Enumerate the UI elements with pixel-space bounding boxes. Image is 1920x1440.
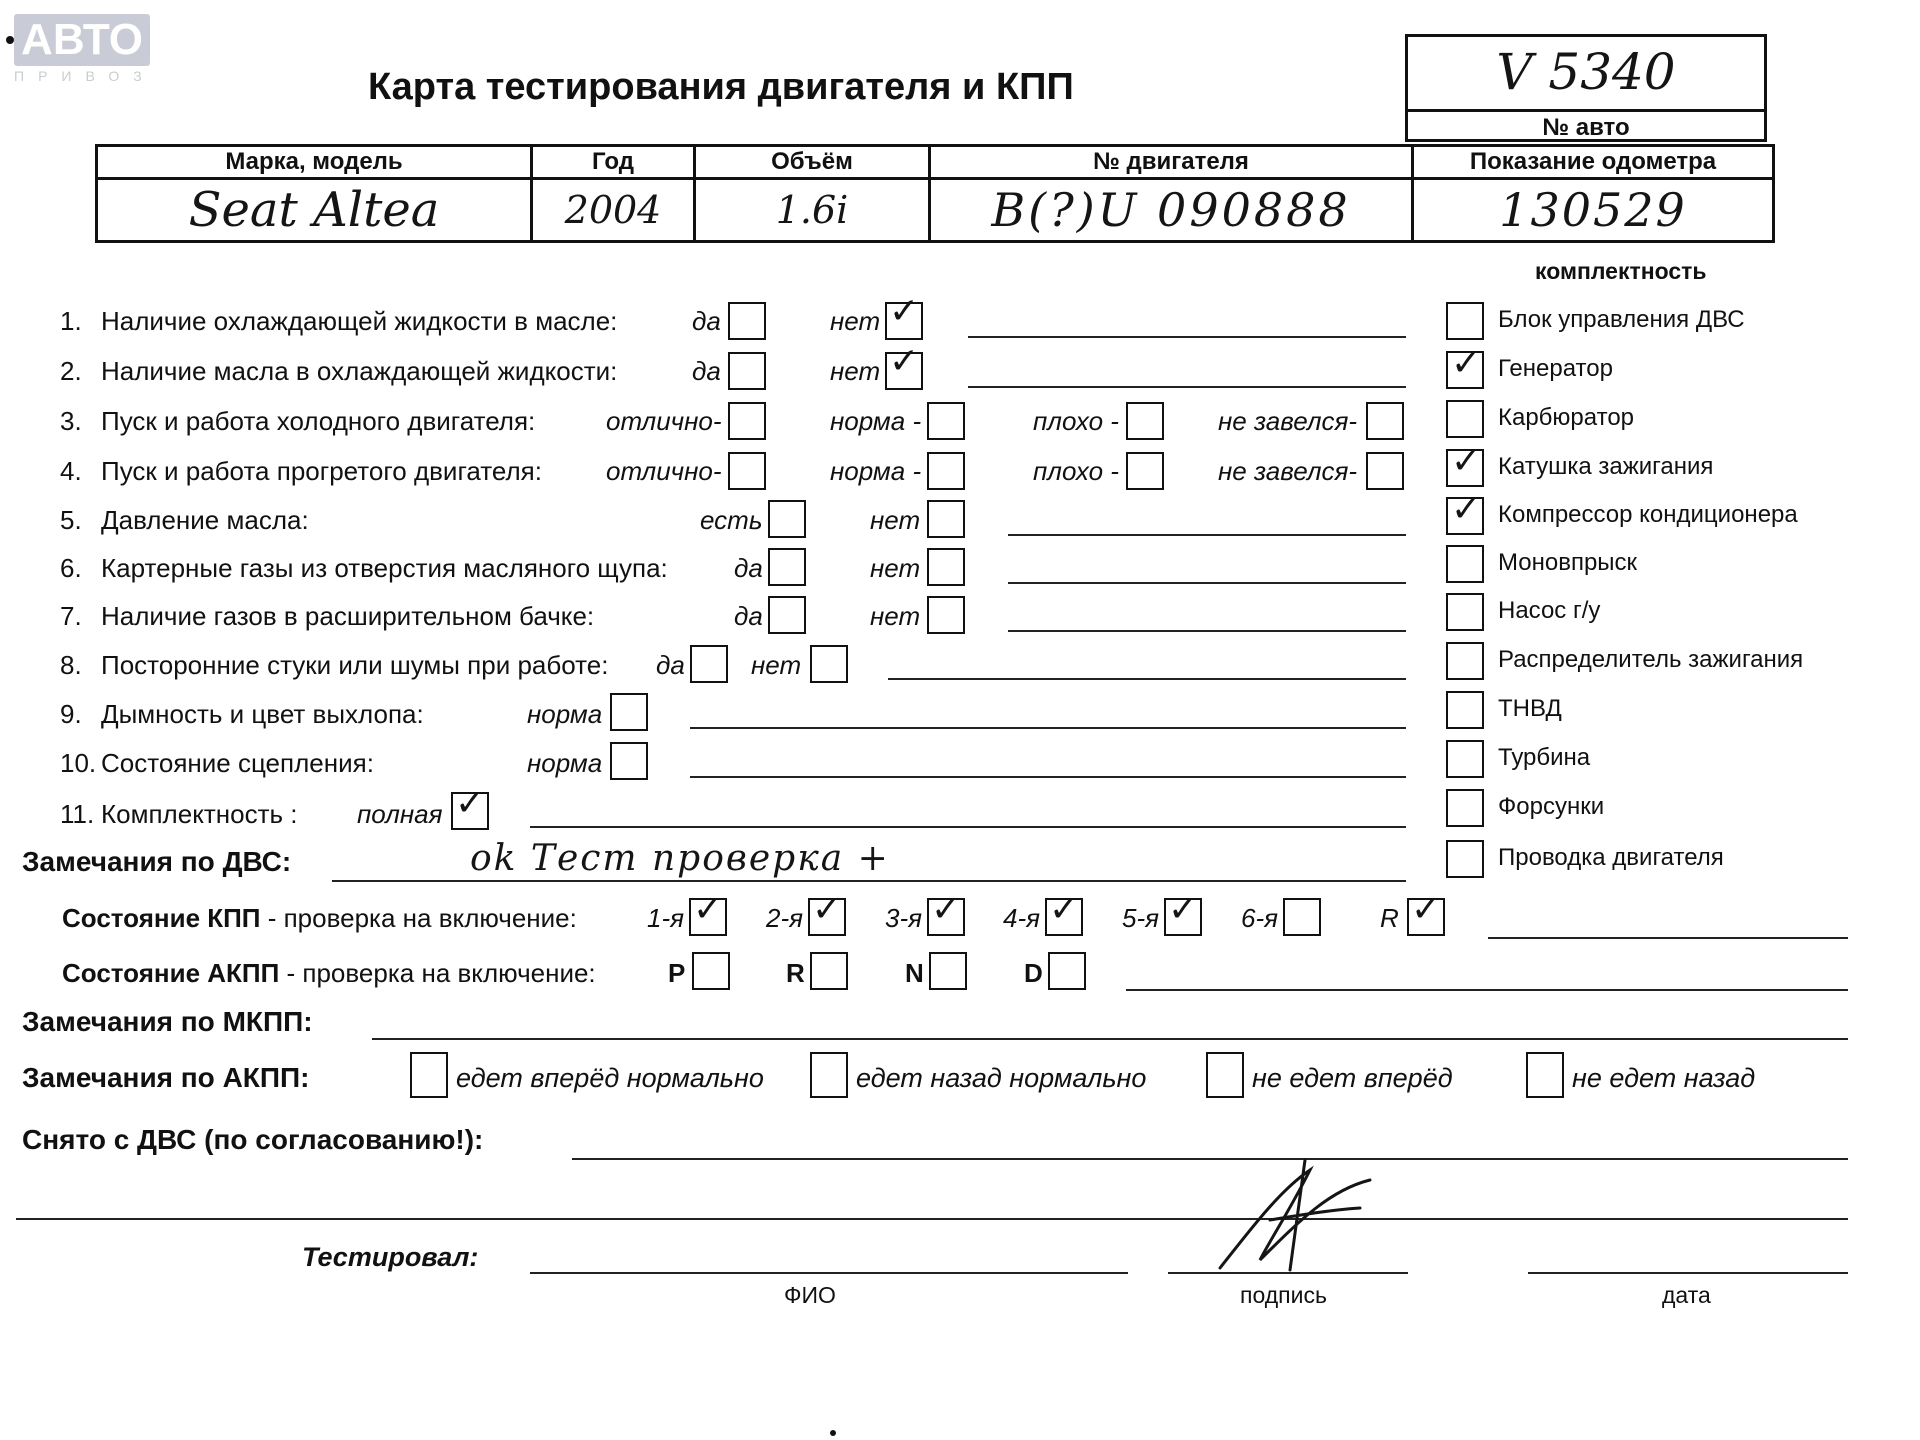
akpp-mode-checkbox[interactable]: [929, 952, 967, 990]
signature-label: подпись: [1240, 1282, 1327, 1308]
option-label: нет: [830, 356, 881, 386]
completeness-title: комплектность: [1535, 258, 1707, 284]
checkbox[interactable]: [610, 742, 648, 780]
option-label: норма -: [830, 406, 922, 436]
note-line: [530, 826, 1406, 828]
year-header: Год: [532, 146, 695, 179]
option-label: да: [656, 650, 685, 680]
make-model-value: Seat Altea: [97, 179, 532, 242]
year-value: 2004: [532, 179, 695, 242]
signature-scribble: [1210, 1150, 1380, 1280]
check-mark: ✓: [1049, 889, 1080, 930]
fio-label: ФИО: [784, 1282, 836, 1308]
completeness-item-label: Катушка зажигания: [1498, 453, 1714, 480]
item-number: 5.: [60, 505, 82, 535]
akpp-mode-label: N: [905, 958, 924, 988]
car-number-label: № авто: [1542, 114, 1630, 141]
watermark-logo: [14, 14, 156, 84]
car-number-value: V 5340: [1496, 43, 1676, 101]
item-text: Комплектность :: [101, 799, 298, 829]
note-line: [690, 776, 1406, 778]
akpp-mode-label: R: [786, 958, 805, 988]
option-label: отлично-: [606, 456, 722, 486]
option-label: нет: [870, 505, 921, 535]
kpp-label-rest: - проверка на включение:: [260, 903, 577, 933]
completeness-checkbox[interactable]: [1446, 642, 1484, 680]
kpp-note-line: [1488, 937, 1848, 939]
gear-checkbox[interactable]: [1283, 898, 1321, 936]
engine-number-value: B(?)U 090888: [930, 179, 1413, 242]
note-line: [1008, 630, 1406, 632]
note-line: [690, 727, 1406, 729]
option-label: не завелся-: [1218, 406, 1358, 436]
completeness-item-label: Турбина: [1498, 744, 1591, 771]
completeness-checkbox[interactable]: [1446, 740, 1484, 778]
item-text: Состояние сцепления:: [101, 748, 374, 778]
item-text: Давление масла:: [101, 505, 309, 535]
scan-speck: [6, 36, 14, 44]
akpp-mode-checkbox[interactable]: [810, 952, 848, 990]
note-line: [1008, 582, 1406, 584]
scan-speck: [830, 1430, 836, 1436]
option-label: не завелся-: [1218, 456, 1358, 486]
check-mark: ✓: [693, 889, 724, 930]
item-text: Посторонние стуки или шумы при работе:: [101, 650, 609, 680]
completeness-item-label: Насос г/у: [1498, 597, 1601, 624]
completeness-item-label: Компрессор кондиционера: [1498, 501, 1798, 528]
item-text: Пуск и работа холодного двигателя:: [101, 406, 536, 436]
checkbox[interactable]: [728, 402, 766, 440]
akpp-remark-option-label: не едет вперёд: [1252, 1063, 1453, 1093]
removed-line-2[interactable]: [16, 1218, 1848, 1220]
option-label: полная: [357, 799, 443, 829]
removed-label: Снято с ДВС (по согласованию!):: [22, 1124, 484, 1155]
item-text: Картерные газы из отверстия масляного щупа:: [101, 553, 668, 583]
fio-line[interactable]: [530, 1272, 1128, 1274]
gear-label: 5-я: [1122, 903, 1160, 933]
checkbox[interactable]: [927, 596, 965, 634]
checkbox[interactable]: [690, 645, 728, 683]
completeness-item-label: Проводка двигателя: [1498, 844, 1724, 871]
check-mark: ✓: [455, 783, 486, 824]
item-number: 7.: [60, 601, 82, 631]
option-label: есть: [700, 505, 763, 535]
watermark-sub-text: ПРИВОЗ: [14, 68, 156, 84]
checkbox[interactable]: [728, 302, 766, 340]
item-number: 4.: [60, 456, 82, 486]
volume-value: 1.6i: [695, 179, 930, 242]
akpp-remark-option-label: едет назад нормально: [856, 1063, 1147, 1093]
checkbox[interactable]: [1126, 452, 1164, 490]
option-label: нет: [751, 650, 802, 680]
completeness-checkbox[interactable]: [1446, 840, 1484, 878]
check-mark: ✓: [812, 889, 843, 930]
note-line: [968, 336, 1406, 338]
gear-label: 3-я: [885, 903, 923, 933]
page-title: Карта тестирования двигателя и КПП: [368, 66, 1074, 108]
option-label: да: [734, 601, 763, 631]
completeness-checkbox[interactable]: [1446, 400, 1484, 438]
checkbox[interactable]: [1126, 402, 1164, 440]
date-label: дата: [1662, 1282, 1711, 1308]
dvs-remarks-label: Замечания по ДВС:: [22, 846, 292, 877]
note-line: [888, 678, 1406, 680]
completeness-item-label: ТНВД: [1498, 695, 1562, 722]
item-text: Пуск и работа прогретого двигателя:: [101, 456, 542, 486]
item-number: 11.: [60, 799, 95, 829]
vehicle-info-table: [95, 144, 1775, 243]
completeness-checkbox[interactable]: [1446, 302, 1484, 340]
car-number-box: [1405, 34, 1767, 142]
check-mark: ✓: [1451, 343, 1482, 384]
engine-number-header: № двигателя: [930, 146, 1413, 179]
item-number: 6.: [60, 553, 82, 583]
volume-header: Объём: [695, 146, 930, 179]
option-label: да: [734, 553, 763, 583]
check-mark: ✓: [1168, 889, 1199, 930]
item-text: Дымность и цвет выхлопа:: [101, 699, 424, 729]
mkpp-remarks-line[interactable]: [372, 1038, 1848, 1040]
completeness-item-label: Моновпрыск: [1498, 549, 1638, 576]
akpp-mode-checkbox[interactable]: [1048, 952, 1086, 990]
item-text: Наличие охлаждающей жидкости в масле:: [101, 306, 618, 336]
dvs-remarks-line[interactable]: [332, 880, 1406, 882]
option-label: норма: [527, 748, 603, 778]
akpp-remark-option-label: едет вперёд нормально: [456, 1063, 764, 1093]
odometer-value: 130529: [1413, 179, 1774, 242]
check-mark: ✓: [931, 889, 962, 930]
akpp-mode-label: P: [668, 958, 686, 988]
akpp-remark-checkbox[interactable]: [1206, 1052, 1244, 1098]
gear-label: R: [1380, 903, 1399, 933]
item-text: Наличие масла в охлаждающей жидкости:: [101, 356, 618, 386]
make-model-header: Марка, модель: [97, 146, 532, 179]
check-mark: ✓: [1451, 489, 1482, 530]
completeness-checkbox[interactable]: [1446, 593, 1484, 631]
option-label: нет: [870, 601, 921, 631]
completeness-item-label: Карбюратор: [1498, 404, 1635, 431]
checkbox[interactable]: [1366, 452, 1404, 490]
checkbox[interactable]: [768, 548, 806, 586]
date-line[interactable]: [1528, 1272, 1848, 1274]
option-label: да: [692, 356, 721, 386]
option-label: отлично-: [606, 406, 722, 436]
item-number: 8.: [60, 650, 82, 680]
check-mark: ✓: [889, 291, 920, 332]
kpp-label-bold: Состояние КПП: [62, 903, 261, 933]
dvs-remarks-handwritten: ok Тест проверка +: [470, 838, 890, 879]
item-number: 9.: [60, 699, 82, 729]
akpp-label-rest: - проверка на включение:: [279, 958, 596, 988]
option-label: да: [692, 306, 721, 336]
checkbox[interactable]: [927, 402, 965, 440]
akpp-label: [62, 958, 596, 989]
akpp-note-line: [1126, 989, 1848, 991]
gear-label: 6-я: [1241, 903, 1279, 933]
completeness-item-label: Форсунки: [1498, 793, 1605, 820]
checkbox[interactable]: [810, 645, 848, 683]
option-label: плохо -: [1033, 406, 1119, 436]
check-mark: ✓: [1451, 441, 1482, 482]
item-text: Наличие газов в расширительном бачке:: [101, 601, 595, 631]
option-label: норма -: [830, 456, 922, 486]
akpp-mode-checkbox[interactable]: [692, 952, 730, 990]
akpp-mode-label: D: [1024, 958, 1043, 988]
completeness-item-label: Распределитель зажигания: [1498, 646, 1804, 673]
akpp-remark-checkbox[interactable]: [1526, 1052, 1564, 1098]
kpp-label: [62, 903, 577, 934]
checkbox[interactable]: [927, 452, 965, 490]
odometer-header: Показание одометра: [1413, 146, 1774, 179]
akpp-remark-checkbox[interactable]: [410, 1052, 448, 1098]
completeness-checkbox[interactable]: [1446, 691, 1484, 729]
option-label: нет: [870, 553, 921, 583]
item-number: 10.: [60, 748, 97, 778]
checkbox[interactable]: [610, 693, 648, 731]
akpp-remark-checkbox[interactable]: [810, 1052, 848, 1098]
watermark-logo-text: АВТО: [14, 14, 150, 66]
checkbox[interactable]: [768, 500, 806, 538]
checkbox[interactable]: [927, 500, 965, 538]
completeness-item-label: Генератор: [1498, 355, 1613, 382]
option-label: нет: [830, 306, 881, 336]
checkbox[interactable]: [927, 548, 965, 586]
checkbox[interactable]: [728, 452, 766, 490]
completeness-item-label: Блок управления ДВС: [1498, 306, 1745, 333]
completeness-checkbox[interactable]: [1446, 545, 1484, 583]
checkbox[interactable]: [768, 596, 806, 634]
checkbox[interactable]: [1366, 402, 1404, 440]
item-number: 1.: [60, 306, 82, 336]
check-mark: ✓: [1411, 889, 1442, 930]
mkpp-remarks-label: Замечания по МКПП:: [22, 1006, 313, 1037]
item-number: 2.: [60, 356, 82, 386]
gear-label: 1-я: [647, 903, 685, 933]
item-number: 3.: [60, 406, 82, 436]
option-label: плохо -: [1033, 456, 1119, 486]
gear-label: 4-я: [1003, 903, 1041, 933]
completeness-checkbox[interactable]: [1446, 789, 1484, 827]
checkbox[interactable]: [728, 352, 766, 390]
note-line: [968, 386, 1406, 388]
gear-label: 2-я: [766, 903, 804, 933]
check-mark: ✓: [889, 341, 920, 382]
akpp-remarks-label: Замечания по АКПП:: [22, 1062, 310, 1093]
akpp-remark-option-label: не едет назад: [1572, 1063, 1756, 1093]
option-label: норма: [527, 699, 603, 729]
note-line: [1008, 534, 1406, 536]
tested-by-label: Тестировал:: [302, 1242, 479, 1272]
akpp-label-bold: Состояние АКПП: [62, 958, 280, 988]
